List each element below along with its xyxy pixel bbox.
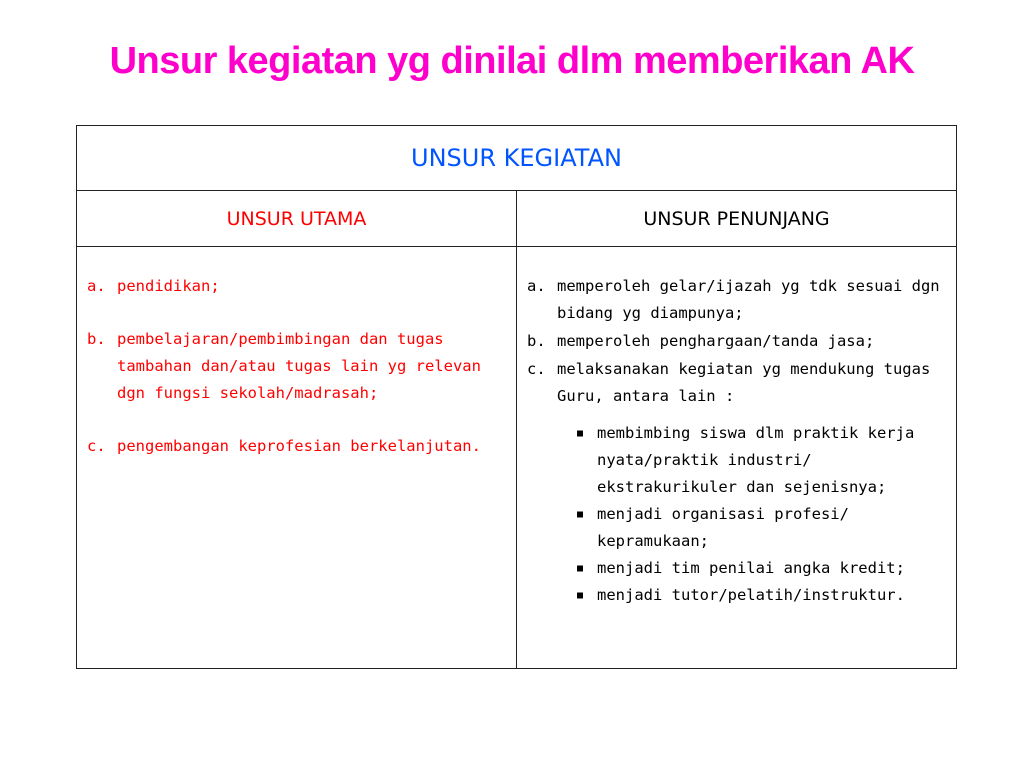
main-elements-heading: UNSUR UTAMA (77, 191, 517, 247)
list-marker: c. (527, 360, 546, 378)
list-marker: a. (87, 277, 106, 295)
main-elements-cell (77, 247, 517, 669)
list-item-text: pembelajaran/pembimbingan dan tugas tambahan dan/atau tugas lain yg relevan dgn fungsi sekolah/madrasah; (117, 330, 481, 402)
list-item (87, 433, 492, 460)
list-marker: b. (87, 330, 106, 348)
list-item (527, 356, 946, 410)
supporting-elements-list (527, 273, 946, 410)
bullet-item-text: menjadi organisasi profesi/ kepramukaan; (597, 505, 849, 550)
content-row (77, 247, 957, 669)
table-header-row (77, 126, 957, 191)
list-item-text: memperoleh penghargaan/tanda jasa; (557, 332, 875, 350)
list-item (87, 326, 492, 407)
square-bullet-icon: ■ (577, 590, 584, 601)
list-marker: b. (527, 332, 546, 350)
activity-elements-table (76, 125, 957, 669)
bullet-item (577, 555, 946, 582)
bullet-item-text: menjadi tim penilai angka kredit; (597, 559, 905, 577)
column-header-row (77, 191, 957, 247)
square-bullet-icon: ■ (577, 563, 584, 574)
list-item-text: melaksanakan kegiatan yg mendukung tugas Guru, antara lain : (557, 360, 931, 405)
list-item (87, 273, 492, 300)
supporting-elements-cell (517, 247, 957, 669)
list-item (527, 328, 946, 355)
bullet-item (577, 501, 946, 555)
list-marker: a. (527, 277, 546, 295)
list-item-text: pengembangan keprofesian berkelanjutan. (117, 437, 481, 455)
square-bullet-icon: ■ (577, 509, 584, 520)
slide-title: Unsur kegiatan yg dinilai dlm memberikan AK (109, 40, 915, 82)
bullet-item-text: menjadi tutor/pelatih/instruktur. (597, 586, 905, 604)
list-item-text: memperoleh gelar/ijazah yg tdk sesuai dgn bidang yg diampunya; (557, 277, 940, 322)
list-marker: c. (87, 437, 106, 455)
bullet-item (577, 420, 946, 501)
supporting-elements-heading: UNSUR PENUNJANG (517, 191, 957, 247)
list-item-text: pendidikan; (117, 277, 220, 295)
main-elements-list (87, 273, 492, 460)
bullet-item-text: membimbing siswa dlm praktik kerja nyata/praktik industri/ ekstrakurikuler dan sejenisnya; (597, 424, 915, 496)
bullet-item (577, 582, 946, 609)
table-header: UNSUR KEGIATAN (77, 126, 957, 191)
square-bullet-icon: ■ (577, 428, 584, 439)
supporting-activities-bullets (577, 420, 946, 609)
list-item (527, 273, 946, 327)
